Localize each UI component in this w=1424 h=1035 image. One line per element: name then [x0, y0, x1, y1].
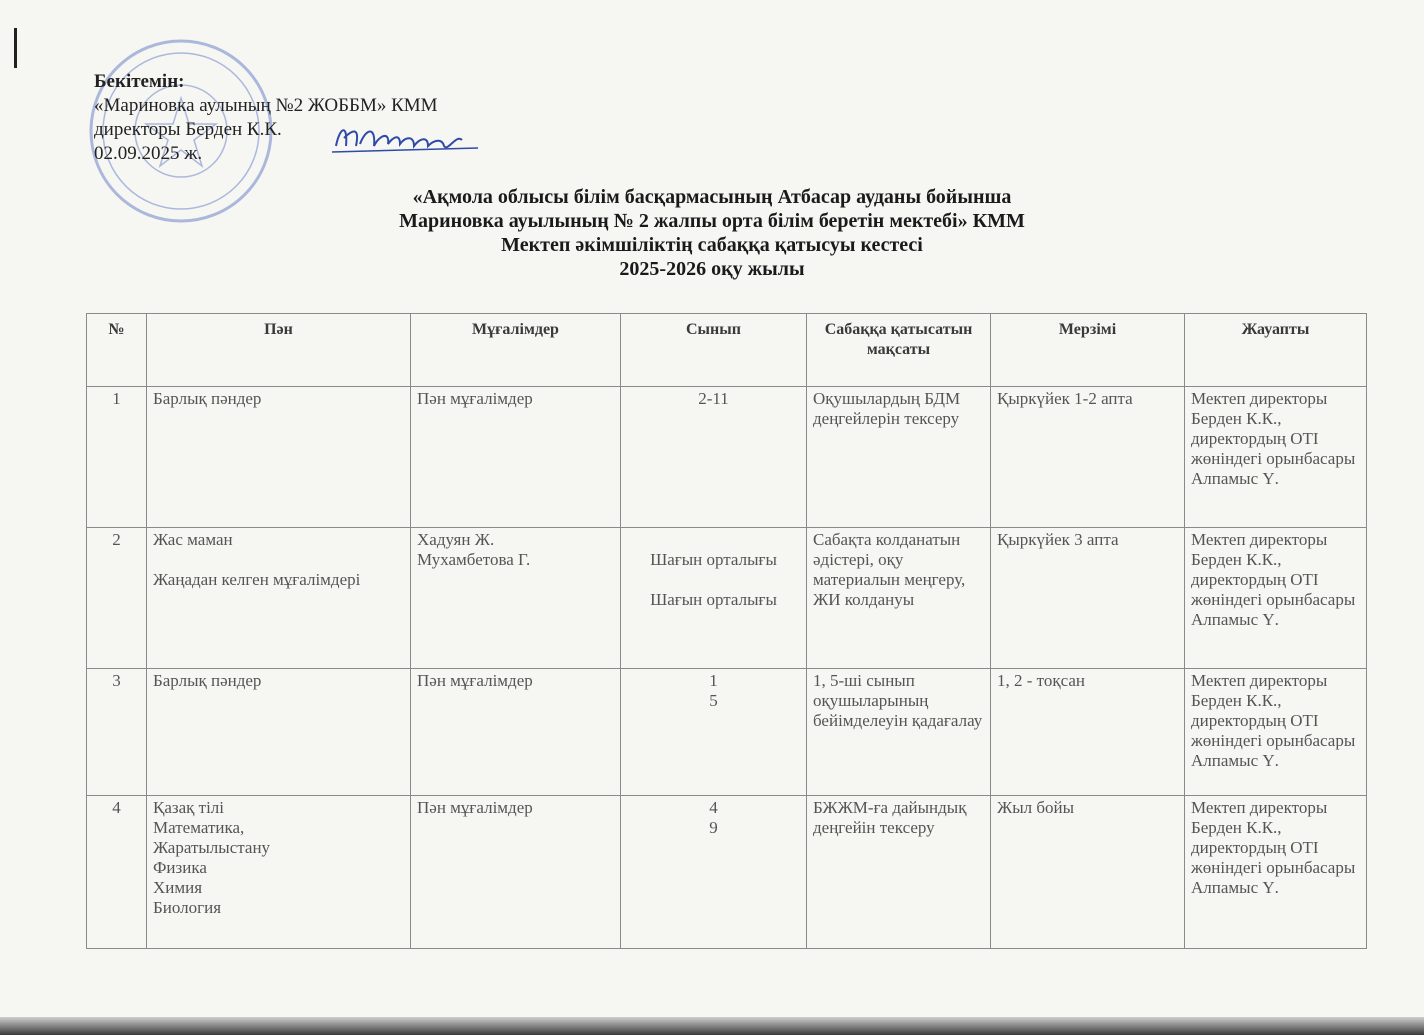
- table-row: [87, 528, 1367, 669]
- cell-teachers: [411, 528, 621, 669]
- cell-purpose: БЖЖМ-ға дайындық деңгейін тексеру: [807, 796, 991, 949]
- cell-grade: [621, 387, 807, 528]
- header-teachers: Мұғалімдер: [411, 314, 621, 387]
- cell-grade: [621, 669, 807, 796]
- grade-line: 2-11: [698, 389, 729, 408]
- approval-date: 02.09.2025 ж.: [94, 143, 203, 164]
- subject-line: Барлық пәндер: [153, 671, 262, 690]
- table-row: [87, 669, 1367, 796]
- line-gap: [627, 570, 800, 590]
- header-grade: Сынып: [621, 314, 807, 387]
- heading-line-1: «Ақмола облысы білім басқармасының Атбасар ауданы бойынша: [412, 186, 1012, 208]
- grade-line: 1: [709, 671, 718, 690]
- cell-responsible: Мектеп директоры Берден К.К., директордың ОТІ жөніндегі орынбасары Алпамыс Ү.: [1185, 669, 1367, 796]
- grade-line: Шағын орталығы: [650, 590, 777, 609]
- cell-period: Жыл бойы: [991, 796, 1185, 949]
- line-gap: [627, 530, 800, 550]
- cell-period: Қыркүйек 1-2 апта: [991, 387, 1185, 528]
- cell-grade: [621, 528, 807, 669]
- cell-teachers: [411, 669, 621, 796]
- table-row: [87, 796, 1367, 949]
- subject-line: Жаңадан келген мұғалімдері: [153, 570, 361, 589]
- cell-number: 1: [87, 387, 147, 528]
- header-subject: Пән: [147, 314, 411, 387]
- table-header-row: [87, 314, 1367, 387]
- header-period: Мерзімі: [991, 314, 1185, 387]
- cell-period: 1, 2 - тоқсан: [991, 669, 1185, 796]
- subject-line: Биология: [153, 898, 222, 917]
- approval-title: Бекітемін:: [94, 71, 185, 92]
- cell-grade: [621, 796, 807, 949]
- grade-line: 4: [709, 798, 718, 817]
- subject-line: Физика: [153, 858, 207, 877]
- cell-subject: [147, 796, 411, 949]
- cell-period: Қыркүйек 3 апта: [991, 528, 1185, 669]
- attendance-schedule-table: [86, 313, 1367, 949]
- cell-purpose: 1, 5-ші сынып оқушыларының бейімделеуін қадағалау: [807, 669, 991, 796]
- cell-responsible: Мектеп директоры Берден К.К., директордың ОТІ жөніндегі орынбасары Алпамыс Ү.: [1185, 528, 1367, 669]
- teacher-line: Пән мұғалімдер: [417, 671, 533, 690]
- subject-line: Жас маман: [153, 530, 233, 549]
- table-row: [87, 387, 1367, 528]
- subject-line: Математика,: [153, 818, 245, 837]
- subject-line: Қазақ тілі: [153, 798, 225, 817]
- director-signature: [330, 116, 480, 166]
- scan-bottom-edge: [0, 1017, 1424, 1035]
- teacher-line: Пән мұғалімдер: [417, 798, 533, 817]
- cell-number: 4: [87, 796, 147, 949]
- cell-responsible: Мектеп директоры Берден К.К., директордың ОТІ жөніндегі орынбасары Алпамыс Ү.: [1185, 796, 1367, 949]
- approval-director: директоры Берден К.К.: [94, 119, 282, 140]
- cell-responsible: Мектеп директоры Берден К.К., директордың ОТІ жөніндегі орынбасары Алпамыс Ү.: [1185, 387, 1367, 528]
- cell-purpose: Сабақта колданатын әдістері, оқу материалын меңгеру, ЖИ колдануы: [807, 528, 991, 669]
- subject-line: Барлық пәндер: [153, 389, 262, 408]
- grade-line: 9: [709, 818, 718, 837]
- subject-line: Химия: [153, 878, 203, 897]
- grade-line: 5: [709, 691, 718, 710]
- heading-line-3: Мектеп әкімшіліктің сабаққа қатысуы кестесі: [501, 234, 923, 256]
- header-responsible: Жауапты: [1185, 314, 1367, 387]
- cell-purpose: Оқушылардың БДМ деңгейлерін тексеру: [807, 387, 991, 528]
- cell-subject: [147, 669, 411, 796]
- cell-subject: [147, 528, 411, 669]
- cell-number: 2: [87, 528, 147, 669]
- cell-number: 3: [87, 669, 147, 796]
- scan-edge-mark: [14, 28, 17, 68]
- cell-teachers: [411, 796, 621, 949]
- header-number: №: [87, 314, 147, 387]
- cell-subject: [147, 387, 411, 528]
- teacher-line: Пән мұғалімдер: [417, 389, 533, 408]
- header-purpose: Сабаққа қатысатын мақсаты: [807, 314, 991, 387]
- line-gap: [153, 550, 404, 570]
- subject-line: Жаратылыстану: [153, 838, 271, 857]
- grade-line: Шағын орталығы: [650, 550, 777, 569]
- teacher-line: Хадуян Ж.: [417, 530, 495, 549]
- teacher-line: Мухамбетова Г.: [417, 550, 531, 569]
- heading-line-4: 2025-2026 оқу жылы: [619, 258, 805, 280]
- heading-line-2: Мариновка ауылының № 2 жалпы орта білім беретін мектебі» КММ: [399, 210, 1025, 232]
- approval-school: «Мариновка аулының №2 ЖОББМ» КММ: [94, 95, 438, 116]
- cell-teachers: [411, 387, 621, 528]
